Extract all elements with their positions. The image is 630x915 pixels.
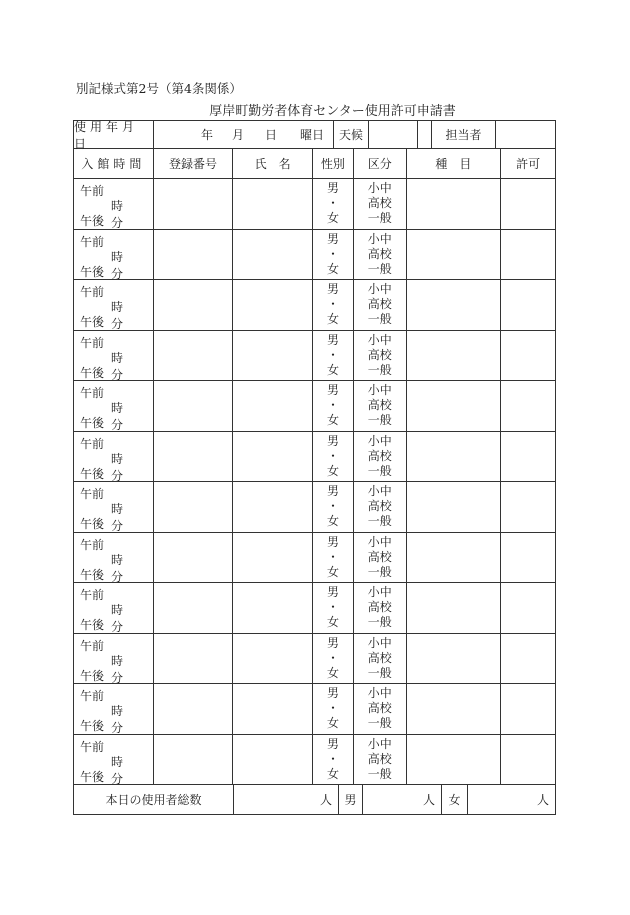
reg-no-cell[interactable] (154, 583, 234, 633)
gender-separator: ・ (326, 600, 339, 615)
category-elementary: 小中 (367, 534, 392, 549)
category-general: 一般 (367, 766, 392, 781)
reg-no-cell[interactable] (154, 432, 234, 482)
entry-time-cell[interactable] (74, 482, 154, 532)
event-cell[interactable] (407, 331, 502, 381)
am-label: 午前 (80, 689, 105, 703)
gender-cell[interactable] (313, 381, 354, 431)
female-option: 女 (326, 463, 339, 478)
category-cell[interactable] (354, 583, 407, 633)
hour-label: 時 (111, 603, 124, 617)
entry-row (74, 533, 555, 584)
col-permit: 許可 (516, 157, 541, 171)
gender-separator: ・ (326, 650, 339, 665)
pm-label: 午後 (80, 618, 105, 632)
minute-label: 分 (111, 468, 124, 483)
female-option: 女 (326, 211, 339, 226)
gender-cell[interactable] (313, 432, 354, 482)
permit-cell[interactable] (501, 583, 555, 633)
am-label: 午前 (80, 638, 105, 653)
pm-label: 午後 (80, 668, 105, 683)
male-option: 男 (326, 383, 339, 398)
entry-row (74, 735, 555, 786)
entry-row (74, 432, 555, 483)
category-highschool: 高校 (367, 297, 392, 312)
day-label: 日 (265, 128, 278, 142)
gender-cell[interactable] (313, 482, 354, 532)
event-cell[interactable] (407, 432, 502, 482)
col-entry-time: 入館時間 (74, 149, 154, 178)
entry-time-cell[interactable] (74, 684, 154, 734)
pm-label: 午後 (80, 567, 105, 582)
name-cell[interactable] (233, 583, 313, 633)
gender-separator: ・ (326, 751, 339, 766)
name-cell[interactable] (233, 280, 313, 330)
category-elementary: 小中 (367, 332, 392, 347)
male-option: 男 (326, 282, 339, 297)
gender-cell[interactable] (313, 634, 354, 684)
permit-cell[interactable] (501, 179, 555, 229)
pm-label: 午後 (80, 315, 105, 329)
gender-separator: ・ (326, 499, 339, 514)
reg-no-cell[interactable] (154, 230, 234, 280)
gender-cell[interactable] (313, 583, 354, 633)
minute-label: 分 (111, 367, 124, 382)
am-label: 午前 (80, 436, 105, 451)
entry-row (74, 634, 555, 685)
pm-label: 午後 (80, 365, 105, 380)
entry-time-cell[interactable] (74, 331, 154, 381)
category-elementary: 小中 (367, 635, 392, 650)
female-option: 女 (326, 716, 339, 731)
female-option: 女 (326, 261, 339, 276)
male-option: 男 (326, 534, 339, 549)
total-users-label: 本日の使用者総数 (74, 785, 234, 814)
category-highschool: 高校 (367, 448, 392, 463)
category-cell[interactable] (354, 179, 407, 229)
form-number-note: 別記様式第2号（第4条関係） (76, 81, 242, 96)
female-label: 女 (442, 785, 468, 814)
name-cell[interactable] (233, 331, 313, 381)
am-label: 午前 (80, 588, 105, 602)
category-general: 一般 (367, 514, 392, 529)
entry-time-cell[interactable] (74, 533, 154, 583)
name-cell[interactable] (233, 533, 313, 583)
permit-cell[interactable] (501, 634, 555, 684)
category-general: 一般 (367, 615, 392, 630)
reg-no-cell[interactable] (154, 280, 234, 330)
gender-cell[interactable] (313, 230, 354, 280)
category-general: 一般 (367, 413, 392, 428)
event-cell[interactable] (407, 634, 502, 684)
total-users-field[interactable] (234, 785, 339, 814)
am-label: 午前 (80, 487, 105, 501)
female-option: 女 (326, 362, 339, 377)
minute-label: 分 (111, 721, 124, 735)
category-cell[interactable] (354, 432, 407, 482)
entry-time-cell[interactable] (74, 280, 154, 330)
category-cell[interactable] (354, 634, 407, 684)
entry-time-cell[interactable] (74, 381, 154, 431)
female-option: 女 (326, 615, 339, 630)
male-person-unit: 人 (422, 793, 435, 807)
entry-row (74, 684, 555, 735)
column-header-row (74, 149, 555, 179)
reg-no-cell[interactable] (154, 179, 234, 229)
entry-time-cell[interactable] (74, 179, 154, 229)
category-highschool: 高校 (367, 196, 392, 211)
permit-cell[interactable] (501, 280, 555, 330)
gender-cell[interactable] (313, 735, 354, 785)
male-option: 男 (326, 686, 339, 701)
male-option: 男 (326, 736, 339, 751)
gender-separator: ・ (326, 549, 339, 564)
name-cell[interactable] (233, 482, 313, 532)
category-elementary: 小中 (367, 686, 392, 701)
month-label: 月 (232, 128, 245, 142)
name-cell[interactable] (233, 684, 313, 734)
gender-cell[interactable] (313, 331, 354, 381)
name-cell[interactable] (233, 735, 313, 785)
permit-cell[interactable] (501, 735, 555, 785)
gender-separator: ・ (326, 701, 339, 716)
hour-label: 時 (111, 653, 124, 668)
category-general: 一般 (367, 211, 392, 226)
entry-row (74, 482, 555, 533)
name-cell[interactable] (233, 634, 313, 684)
category-general: 一般 (367, 564, 392, 579)
col-category: 区分 (354, 149, 407, 178)
category-highschool: 高校 (367, 398, 392, 413)
pm-label: 午後 (80, 214, 105, 228)
spacer-cell (418, 121, 432, 148)
gender-cell[interactable] (313, 179, 354, 229)
category-elementary: 小中 (367, 484, 392, 499)
male-option: 男 (326, 181, 339, 196)
gender-separator: ・ (326, 196, 339, 211)
male-option: 男 (326, 635, 339, 650)
name-cell[interactable] (233, 381, 313, 431)
male-option: 男 (326, 332, 339, 347)
entry-time-cell[interactable] (74, 583, 154, 633)
minute-label: 分 (111, 317, 124, 331)
hour-label: 時 (111, 552, 124, 567)
male-option: 男 (326, 585, 339, 600)
year-label: 年 (201, 128, 214, 142)
entry-row (74, 381, 555, 432)
gender-separator: ・ (326, 297, 339, 312)
staff-label: 担当者 (432, 121, 496, 148)
permit-cell[interactable] (501, 533, 555, 583)
date-weather-row (74, 121, 555, 149)
gender-separator: ・ (326, 448, 339, 463)
col-name: 氏 名 (233, 149, 313, 178)
name-cell[interactable] (233, 230, 313, 280)
category-elementary: 小中 (367, 231, 392, 246)
minute-label: 分 (111, 266, 124, 281)
pm-label: 午後 (80, 719, 105, 733)
permit-cell[interactable] (501, 381, 555, 431)
permit-cell[interactable] (501, 331, 555, 381)
permit-cell[interactable] (501, 230, 555, 280)
female-option: 女 (326, 564, 339, 579)
category-general: 一般 (367, 716, 392, 731)
category-elementary: 小中 (367, 181, 392, 196)
minute-label: 分 (111, 216, 124, 230)
category-general: 一般 (367, 362, 392, 377)
document-title: 厚岸町勤労者体育センター使用許可申請書 (209, 104, 456, 119)
category-general: 一般 (367, 665, 392, 680)
category-highschool: 高校 (367, 499, 392, 514)
event-cell[interactable] (407, 230, 502, 280)
reg-no-cell[interactable] (154, 331, 234, 381)
event-cell[interactable] (407, 482, 502, 532)
minute-label: 分 (111, 771, 124, 786)
reg-no-cell[interactable] (154, 381, 234, 431)
category-cell[interactable] (354, 280, 407, 330)
category-highschool: 高校 (367, 650, 392, 665)
am-label: 午前 (80, 386, 105, 400)
female-option: 女 (326, 665, 339, 680)
category-general: 一般 (367, 312, 392, 327)
am-label: 午前 (80, 234, 105, 249)
gender-cell[interactable] (313, 684, 354, 734)
pm-label: 午後 (80, 264, 105, 279)
category-elementary: 小中 (367, 433, 392, 448)
permit-cell[interactable] (501, 684, 555, 734)
col-gender: 性別 (313, 149, 354, 178)
weekday-label: 曜日 (300, 128, 325, 142)
male-option: 男 (326, 433, 339, 448)
reg-no-cell[interactable] (154, 684, 234, 734)
pm-label: 午後 (80, 416, 105, 430)
permit-cell[interactable] (501, 482, 555, 532)
event-cell[interactable] (407, 533, 502, 583)
reg-no-cell[interactable] (154, 634, 234, 684)
hour-label: 時 (111, 199, 124, 213)
category-cell[interactable] (354, 735, 407, 785)
minute-label: 分 (111, 670, 124, 685)
male-label: 男 (339, 785, 363, 814)
hour-label: 時 (111, 502, 124, 516)
hour-label: 時 (111, 249, 124, 264)
name-cell[interactable] (233, 432, 313, 482)
female-option: 女 (326, 413, 339, 428)
category-highschool: 高校 (367, 246, 392, 261)
event-cell[interactable] (407, 381, 502, 431)
entry-time-cell[interactable] (74, 432, 154, 482)
female-count-field[interactable] (468, 785, 555, 814)
entry-row (74, 280, 555, 331)
col-event: 種 目 (407, 149, 502, 178)
category-cell[interactable] (354, 230, 407, 280)
minute-label: 分 (111, 418, 124, 432)
event-cell[interactable] (407, 280, 502, 330)
entry-time-cell[interactable] (74, 230, 154, 280)
hour-label: 時 (111, 754, 124, 769)
pm-label: 午後 (80, 517, 105, 531)
category-elementary: 小中 (367, 736, 392, 751)
minute-label: 分 (111, 519, 124, 533)
staff-field[interactable] (496, 121, 555, 148)
event-cell[interactable] (407, 684, 502, 734)
event-cell[interactable] (407, 735, 502, 785)
hour-label: 時 (111, 401, 124, 415)
reg-no-cell[interactable] (154, 533, 234, 583)
reg-no-cell[interactable] (154, 735, 234, 785)
minute-label: 分 (111, 620, 124, 634)
event-cell[interactable] (407, 179, 502, 229)
female-option: 女 (326, 766, 339, 781)
category-elementary: 小中 (367, 282, 392, 297)
minute-label: 分 (111, 569, 124, 584)
entry-row (74, 230, 555, 281)
hour-label: 時 (111, 350, 124, 365)
gender-separator: ・ (326, 347, 339, 362)
entry-row (74, 331, 555, 382)
date-label: 使用年月日 (74, 121, 154, 148)
category-cell[interactable] (354, 533, 407, 583)
entry-time-cell[interactable] (74, 735, 154, 785)
gender-separator: ・ (326, 398, 339, 413)
entry-row (74, 583, 555, 634)
hour-label: 時 (111, 451, 124, 466)
category-cell[interactable] (354, 381, 407, 431)
category-general: 一般 (367, 463, 392, 478)
event-cell[interactable] (407, 583, 502, 633)
hour-label: 時 (111, 300, 124, 314)
category-cell[interactable] (354, 331, 407, 381)
name-cell[interactable] (233, 179, 313, 229)
male-option: 男 (326, 231, 339, 246)
female-option: 女 (326, 514, 339, 529)
hour-label: 時 (111, 704, 124, 718)
weather-label: 天候 (334, 121, 369, 148)
am-label: 午前 (80, 335, 105, 350)
gender-cell[interactable] (313, 280, 354, 330)
application-table (73, 120, 556, 815)
pm-label: 午後 (80, 466, 105, 481)
category-highschool: 高校 (367, 600, 392, 615)
category-highschool: 高校 (367, 549, 392, 564)
entry-row (74, 179, 555, 230)
male-count-field[interactable] (363, 785, 442, 814)
am-label: 午前 (80, 285, 105, 299)
female-person-unit: 人 (536, 793, 549, 807)
total-users-row (74, 785, 555, 814)
gender-separator: ・ (326, 246, 339, 261)
category-cell[interactable] (354, 684, 407, 734)
gender-cell[interactable] (313, 533, 354, 583)
category-general: 一般 (367, 261, 392, 276)
reg-no-cell[interactable] (154, 482, 234, 532)
am-label: 午前 (80, 184, 105, 198)
category-elementary: 小中 (367, 585, 392, 600)
pm-label: 午後 (80, 769, 105, 784)
permit-cell[interactable] (501, 432, 555, 482)
category-highschool: 高校 (367, 347, 392, 362)
am-label: 午前 (80, 537, 105, 552)
entry-time-cell[interactable] (74, 634, 154, 684)
col-reg-no: 登録番号 (154, 149, 234, 178)
male-option: 男 (326, 484, 339, 499)
category-highschool: 高校 (367, 751, 392, 766)
female-option: 女 (326, 312, 339, 327)
category-highschool: 高校 (367, 701, 392, 716)
category-elementary: 小中 (367, 383, 392, 398)
category-cell[interactable] (354, 482, 407, 532)
total-person-unit: 人 (319, 793, 332, 807)
date-field[interactable] (154, 121, 334, 148)
weather-field[interactable] (369, 121, 418, 148)
am-label: 午前 (80, 739, 105, 754)
